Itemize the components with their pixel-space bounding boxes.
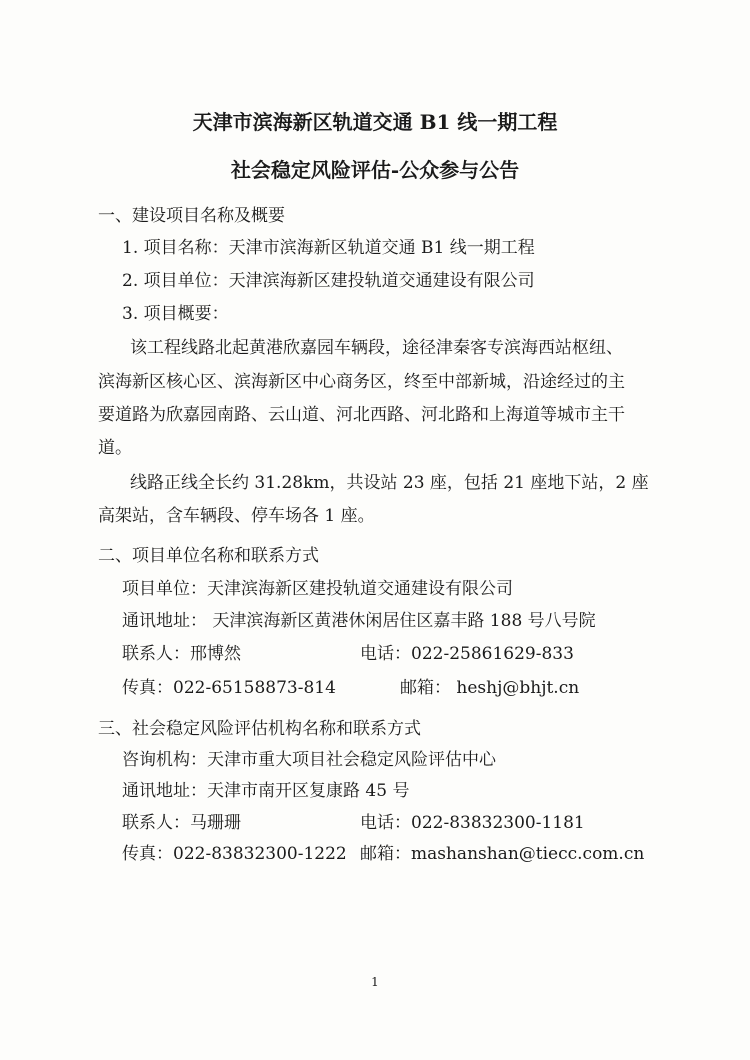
- title-line-1: 天津市滨海新区轨道交通 B1 线一期工程: [192, 110, 558, 134]
- title-line-2: 社会稳定风险评估-公众参与公告: [230, 158, 520, 182]
- section-2-fax: 传真：022-65158873-814: [122, 678, 336, 698]
- section-2-phone: 电话：022-25861629-833: [360, 644, 574, 664]
- section-3-heading: 三、社会稳定风险评估机构名称和联系方式: [98, 719, 421, 739]
- page-number: 1: [371, 975, 379, 989]
- section-2-email: 邮箱： heshj@bhjt.cn: [400, 678, 580, 698]
- section-3-email: 邮箱：mashanshan@tiecc.com.cn: [360, 844, 645, 864]
- section-3-fax: 传真：022-83832300-1222: [122, 844, 347, 864]
- section-1-item-2: 2. 项目单位：天津滨海新区建投轨道交通建设有限公司: [122, 271, 535, 291]
- overview-paragraph-line-3: 要道路为欣嘉园南路、云山道、河北西路、河北路和上海道等城市主干: [98, 405, 625, 425]
- section-3-phone: 电话：022-83832300-1181: [360, 813, 585, 833]
- section-1-item-3: 3. 项目概要：: [122, 304, 229, 324]
- section-2-heading: 二、项目单位名称和联系方式: [98, 546, 319, 566]
- overview-paragraph-line-1: 该工程线路北起黄港欣嘉园车辆段，途径津秦客专滨海西站枢纽、: [130, 338, 623, 358]
- overview-paragraph-line-4: 道。: [98, 438, 132, 458]
- section-1-heading: 一、建设项目名称及概要: [98, 206, 285, 226]
- section-3-agency: 咨询机构：天津市重大项目社会稳定风险评估中心: [122, 750, 496, 770]
- section-2-contact: 联系人：邢博然: [122, 644, 241, 664]
- section-3-address: 通讯地址：天津市南开区复康路 45 号: [122, 781, 410, 801]
- overview-paragraph-line-2: 滨海新区核心区、滨海新区中心商务区，终至中部新城，沿途经过的主: [98, 372, 625, 392]
- length-paragraph-line-2: 高架站，含车辆段、停车场各 1 座。: [98, 506, 375, 526]
- section-2-unit: 项目单位：天津滨海新区建投轨道交通建设有限公司: [122, 579, 513, 599]
- section-2-address: 通讯地址： 天津滨海新区黄港休闲居住区嘉丰路 188 号八号院: [122, 611, 596, 631]
- section-3-contact: 联系人：马珊珊: [122, 813, 241, 833]
- length-paragraph-line-1: 线路正线全长约 31.28km，共设站 23 座，包括 21 座地下站，2 座: [130, 473, 649, 493]
- section-1-item-1: 1. 项目名称：天津市滨海新区轨道交通 B1 线一期工程: [122, 238, 535, 258]
